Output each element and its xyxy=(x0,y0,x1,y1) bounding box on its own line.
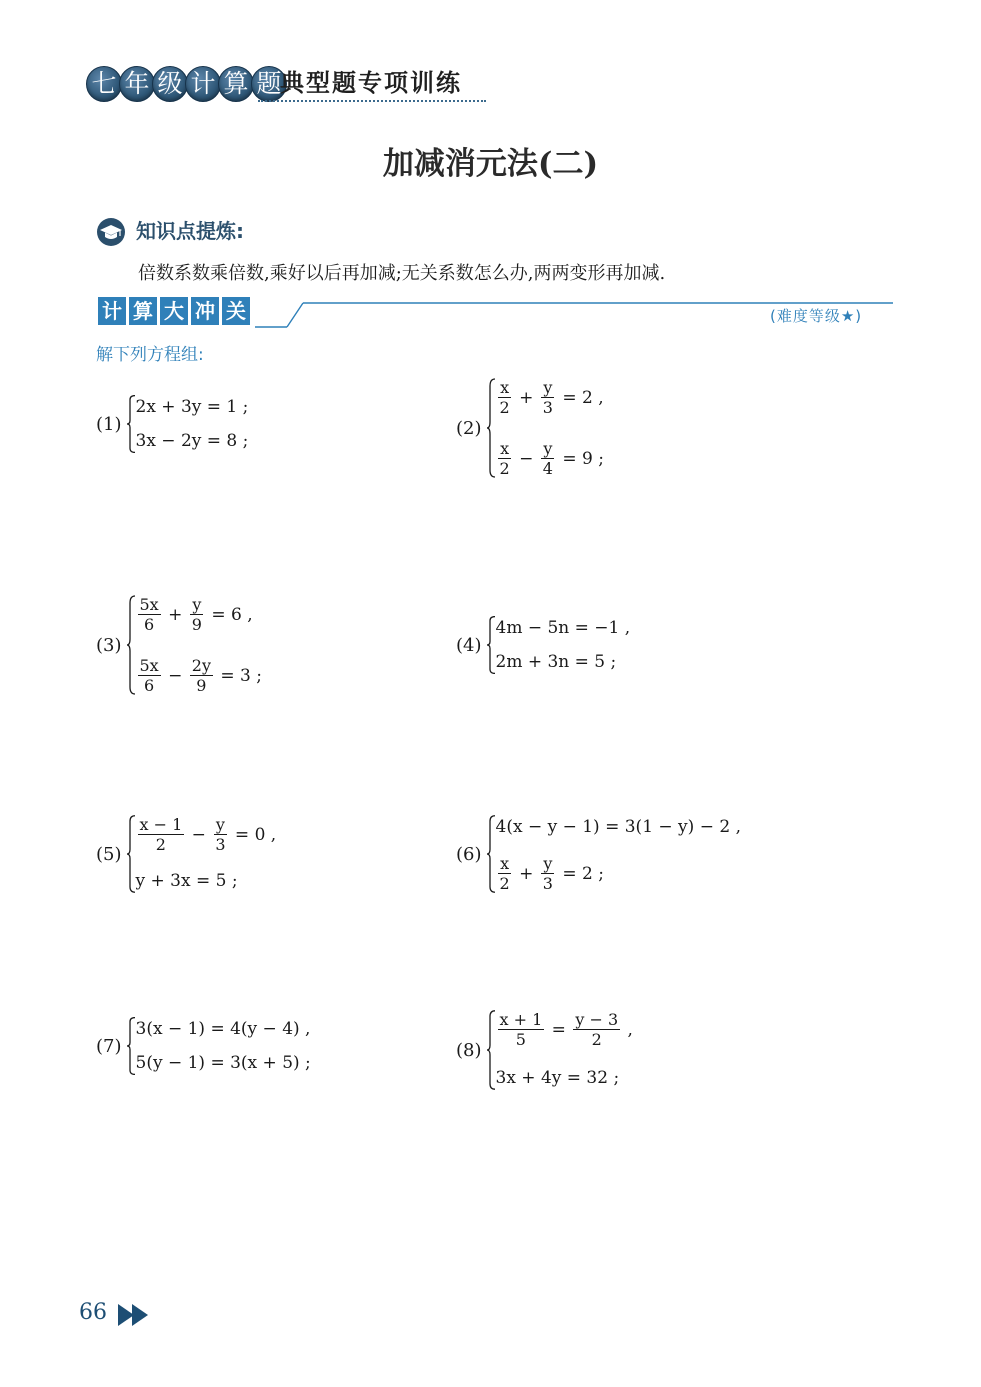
denominator: 3 xyxy=(215,835,226,854)
numerator: 2y xyxy=(191,656,211,675)
numerator: y xyxy=(192,595,202,614)
equation-system xyxy=(486,1010,633,1090)
knowledge-title: 知识点提炼: xyxy=(136,219,244,243)
problem-3 xyxy=(96,595,262,695)
denominator: 6 xyxy=(144,615,155,634)
header-dotted-line xyxy=(258,100,486,102)
denominator: 9 xyxy=(191,615,202,634)
denominator: 9 xyxy=(196,676,207,695)
numerator: y xyxy=(543,854,553,873)
problem-6 xyxy=(456,815,741,893)
equation-system xyxy=(126,395,249,453)
series-char: 计 xyxy=(185,66,221,102)
equation-system xyxy=(486,378,604,478)
operator: − xyxy=(162,665,188,686)
denominator: 2 xyxy=(499,398,510,417)
problem-label: (1) xyxy=(96,413,122,435)
operator: + xyxy=(513,387,539,408)
book-title: 典型题专项训练 xyxy=(280,69,462,97)
problem-label: (2) xyxy=(456,417,482,439)
instruction: 解下列方程组: xyxy=(96,345,204,365)
numerator: y xyxy=(215,815,225,834)
series-badges xyxy=(86,66,284,102)
equation-2: 3x − 2y = 8 ; xyxy=(135,431,249,451)
equation-2 xyxy=(136,656,262,695)
right-hand-side: = 2 ; xyxy=(556,863,604,884)
problem-label: (8) xyxy=(456,1039,482,1061)
denominator: 2 xyxy=(499,874,510,893)
problem-label: (4) xyxy=(456,634,482,656)
series-char: 题 xyxy=(251,66,287,102)
denominator: 3 xyxy=(542,874,553,893)
equation-2: 2m + 3n = 5 ; xyxy=(495,652,617,672)
numerator: x xyxy=(500,378,510,397)
equation-1 xyxy=(136,595,262,634)
brace-icon xyxy=(126,1017,136,1075)
problem-2 xyxy=(456,378,604,478)
challenge-char: 算 xyxy=(129,297,157,325)
denominator: 4 xyxy=(542,459,553,478)
numerator: x + 1 xyxy=(499,1010,543,1029)
equation-2: 5(y − 1) = 3(x + 5) ; xyxy=(135,1053,311,1073)
difficulty-level: (难度等级★) xyxy=(770,307,863,325)
numerator: y xyxy=(543,439,553,458)
brace-icon xyxy=(486,378,496,478)
challenge-char: 关 xyxy=(222,297,250,325)
challenge-char: 大 xyxy=(160,297,188,325)
brace-icon xyxy=(126,395,136,453)
equation-system xyxy=(126,815,277,893)
problem-5 xyxy=(96,815,276,893)
denominator: 6 xyxy=(144,676,155,695)
graduation-cap-icon xyxy=(96,217,126,247)
right-hand-side: , xyxy=(622,1019,633,1040)
operator: + xyxy=(162,604,188,625)
numerator: x − 1 xyxy=(139,815,183,834)
equation-1 xyxy=(496,378,604,417)
numerator: y − 3 xyxy=(575,1010,619,1029)
brace-icon xyxy=(126,815,136,893)
equation-1: 3(x − 1) = 4(y − 4) , xyxy=(135,1019,311,1039)
numerator: 5x xyxy=(139,595,159,614)
equation-1: 4m − 5n = −1 , xyxy=(495,618,631,638)
knowledge-text: 倍数系数乘倍数,乘好以后再加减;无关系数怎么办,两两变形再加减. xyxy=(138,263,666,284)
brace-icon xyxy=(126,595,136,695)
series-char: 年 xyxy=(119,66,155,102)
equation-2: 3x + 4y = 32 ; xyxy=(495,1068,620,1088)
operator: + xyxy=(513,863,539,884)
denominator: 2 xyxy=(155,835,166,854)
right-hand-side: = 2 , xyxy=(556,387,604,408)
right-hand-side: = 6 , xyxy=(205,604,253,625)
denominator: 2 xyxy=(591,1030,602,1049)
right-hand-side: = 0 , xyxy=(229,824,277,845)
challenge-char: 冲 xyxy=(191,297,219,325)
double-arrow-icon xyxy=(118,1303,150,1327)
equation-1 xyxy=(496,1010,633,1049)
problem-label: (5) xyxy=(96,843,122,865)
equation-system xyxy=(486,616,631,674)
right-hand-side: = 9 ; xyxy=(556,448,604,469)
denominator: 2 xyxy=(499,459,510,478)
equation-1 xyxy=(136,815,277,854)
equation-2: y + 3x = 5 ; xyxy=(135,871,238,891)
operator: − xyxy=(513,448,539,469)
numerator: 5x xyxy=(139,656,159,675)
equation-2 xyxy=(496,854,741,893)
equation-2 xyxy=(496,439,604,478)
problem-8 xyxy=(456,1010,633,1090)
right-hand-side: = 3 ; xyxy=(214,665,262,686)
page-number: 66 xyxy=(79,1300,107,1325)
equation-1: 4(x − y − 1) = 3(1 − y) − 2 , xyxy=(495,817,741,837)
problem-label: (7) xyxy=(96,1035,122,1057)
denominator: 3 xyxy=(542,398,553,417)
series-char: 级 xyxy=(152,66,188,102)
challenge-banner xyxy=(98,297,253,325)
problem-7 xyxy=(96,1017,311,1075)
equation-system xyxy=(486,815,741,893)
series-char: 七 xyxy=(86,66,122,102)
problem-label: (3) xyxy=(96,634,122,656)
operator: − xyxy=(186,824,212,845)
series-char: 算 xyxy=(218,66,254,102)
problem-4 xyxy=(456,616,630,674)
numerator: x xyxy=(500,854,510,873)
equation-system xyxy=(126,595,262,695)
lesson-title: 加减消元法(二) xyxy=(382,146,599,182)
equation-system xyxy=(126,1017,311,1075)
brace-icon xyxy=(486,616,496,674)
problem-label: (6) xyxy=(456,843,482,865)
brace-icon xyxy=(486,815,496,893)
problem-1 xyxy=(96,395,248,453)
brace-icon xyxy=(486,1010,496,1090)
numerator: y xyxy=(543,378,553,397)
challenge-char: 计 xyxy=(98,297,126,325)
equation-1: 2x + 3y = 1 ; xyxy=(135,397,249,417)
operator: = xyxy=(546,1019,572,1040)
numerator: x xyxy=(500,439,510,458)
denominator: 5 xyxy=(515,1030,526,1049)
